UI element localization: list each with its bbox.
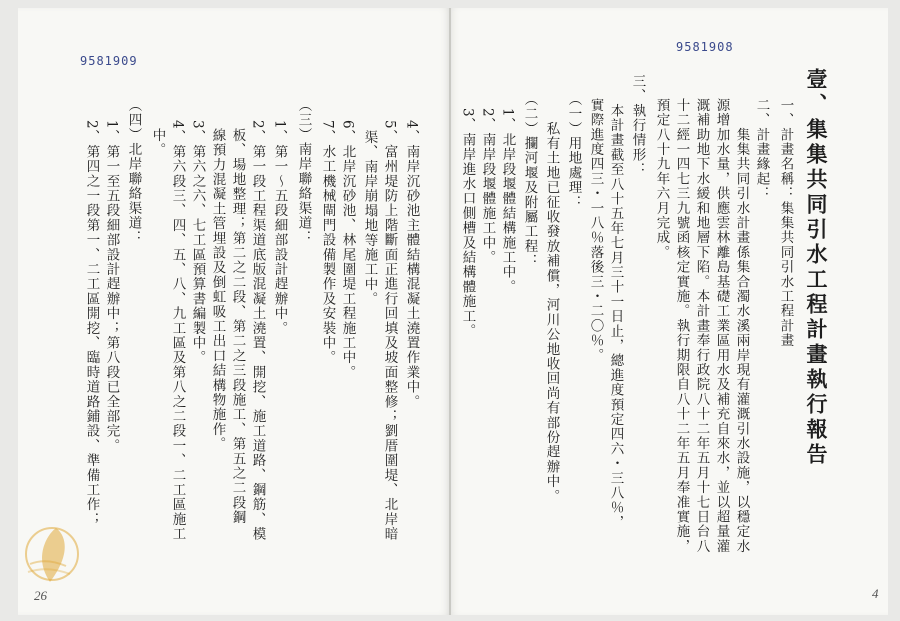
right-line-14: 1、北岸段堰體結構施工中。 xyxy=(499,108,516,295)
left-line-11: 3、第六之六、七工區預算書編製中。 xyxy=(189,120,206,365)
right-line-9: 本計畫截至八十五年七月三十一日止，總進度預定四六・三八％， xyxy=(607,74,624,530)
left-line-9: 板、場地整理；第二之二段、第二之三段施工、第五之二段鋼 xyxy=(229,128,246,525)
left-line-2: 5、富州堤防上階斷面正進行回填及坡面整修；劉厝圍堤、北岸暗 xyxy=(381,120,398,542)
document-title: 壹、集集共同引水工程計畫執行報告 xyxy=(804,68,829,468)
left-line-6: （三）南岸聯絡渠道： xyxy=(295,98,312,245)
right-line-4: 源增加水量，供應雲林離島基礎工業區用水及補充自來水，並以超量灌 xyxy=(713,98,730,554)
left-serial-number: 9581909 xyxy=(80,54,138,68)
right-line-15: 2、南岸段堰體施工中。 xyxy=(479,108,496,265)
right-line-2: 二、計畫緣起： xyxy=(753,98,770,201)
left-line-7: 1、第一～五段細部設計趕辦中。 xyxy=(271,120,288,336)
left-line-12: 4、第六段三、四、五、八、九工區及第八之二段一、二工區施工 xyxy=(169,120,186,542)
left-line-8: 2、第一段工程渠道底版混凝土澆置、開挖、施工道路、鋼筋、模 xyxy=(249,120,266,542)
left-line-1: 4、南岸沉砂池主體結構混凝土澆置作業中。 xyxy=(403,120,420,410)
left-page-number: 26 xyxy=(34,588,47,603)
right-line-12: 私有土地已征收發放補償，河川公地收回尚有部份趕辦中。 xyxy=(543,92,560,504)
right-line-10: 實際進度四三・一八％落後三・二〇％。 xyxy=(587,98,604,363)
right-line-16: 3、南岸進水口側槽及結構體施工。 xyxy=(459,108,476,339)
page-gutter xyxy=(449,8,451,615)
right-line-1: 一、計畫名稱：集集共同引水工程計畫 xyxy=(777,98,794,348)
taiwan-map-watermark-icon xyxy=(22,520,82,590)
left-line-3: 渠、南岸崩塌地等施工中。 xyxy=(361,130,378,307)
left-line-14: （四）北岸聯絡渠道： xyxy=(125,98,142,245)
left-line-4: 6、北岸沉砂池、林尾圍堤工程施工中。 xyxy=(339,120,356,380)
right-serial-number: 9581908 xyxy=(676,40,734,54)
right-line-5: 溉補助地下水緩和地層下陷。本計畫奉行政院八十二年五月十七日台八 xyxy=(693,98,710,554)
right-line-8: 三、執行情形： xyxy=(629,74,646,177)
left-line-15: 1、第一至五段細部設計趕辦中；第八段已全部完。 xyxy=(103,120,120,454)
right-line-6: 十二經一四七三九號函核定實施。執行期限自八十二年五月奉准實施， xyxy=(673,98,690,554)
right-line-7: 預定八十九年六月完成。 xyxy=(653,98,670,260)
right-page-number: 4 xyxy=(872,586,879,601)
right-line-11: （一）用地處理： xyxy=(565,92,582,210)
left-line-16: 2、第四之一段第一、二工區開挖、臨時道路鋪設、準備工作； xyxy=(83,120,100,527)
left-line-13: 中。 xyxy=(149,128,166,158)
left-line-10: 線預力混凝土管埋設及倒虹吸工出口結構物施作。 xyxy=(209,128,226,452)
right-line-3: 集集共同引水計畫係集合濁水溪兩岸現有灌溉引水設施，以穩定水 xyxy=(733,98,750,554)
left-line-5: 7、水工機械閘門設備製作及安裝中。 xyxy=(319,120,336,365)
right-line-13: （二）攔河堰及附屬工程： xyxy=(521,92,538,269)
